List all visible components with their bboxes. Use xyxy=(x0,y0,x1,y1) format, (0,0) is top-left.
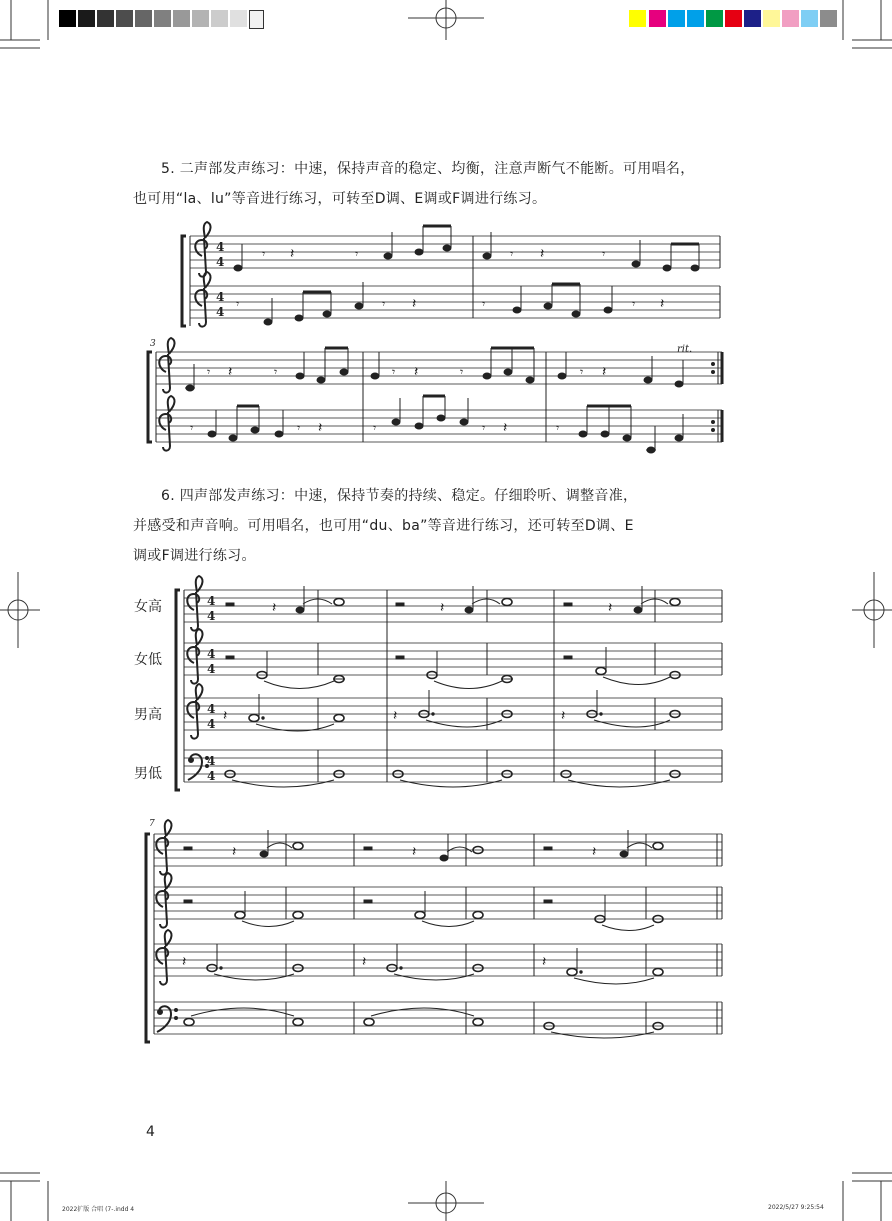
svg-text:𝄽: 𝄽 xyxy=(542,954,547,970)
svg-text:𝄽: 𝄽 xyxy=(318,420,323,436)
svg-text:4: 4 xyxy=(207,769,216,783)
svg-text:𝄾: 𝄾 xyxy=(392,365,396,379)
system-bracket xyxy=(146,834,150,1042)
tempo-mark: rit. xyxy=(677,344,693,355)
svg-text:4: 4 xyxy=(207,594,216,608)
bass-notes xyxy=(184,1008,663,1038)
part-label-soprano: 女高 xyxy=(134,599,162,615)
svg-text:𝄾: 𝄾 xyxy=(482,421,486,435)
svg-text:𝄾: 𝄾 xyxy=(262,247,266,261)
svg-text:4: 4 xyxy=(207,647,216,661)
svg-text:𝄾: 𝄾 xyxy=(274,365,278,379)
svg-text:𝄽: 𝄽 xyxy=(660,296,665,312)
soprano-notes xyxy=(184,830,663,861)
svg-text:4: 4 xyxy=(207,754,216,768)
svg-text:𝄾: 𝄾 xyxy=(190,421,194,435)
time-signature-top: 4 xyxy=(216,290,225,304)
svg-text:𝄾: 𝄾 xyxy=(297,421,301,435)
staff-lines xyxy=(184,590,722,782)
time-signature-bottom: 4 xyxy=(216,255,225,269)
exercise5-line1: 5. 二声部发声练习：中速，保持声音的稳定、均衡，注意声断气不能断。可用唱名， xyxy=(161,161,695,177)
final-double-barline xyxy=(717,834,722,1034)
part-label-alto: 女低 xyxy=(134,652,162,668)
svg-text:𝄽: 𝄽 xyxy=(412,844,417,860)
treble-clef-icon xyxy=(156,930,171,985)
exercise6-line2: 并感受和声音响。可用唱名，也可用“du、ba”等音进行练习，还可转至D调、E xyxy=(133,518,634,534)
time-signature-bottom: 4 xyxy=(216,305,225,319)
svg-text:𝄾: 𝄾 xyxy=(207,365,211,379)
svg-text:𝄾: 𝄾 xyxy=(510,247,514,261)
page-number: 4 xyxy=(146,1124,155,1140)
svg-text:𝄾: 𝄾 xyxy=(482,297,486,311)
svg-text:𝄽: 𝄽 xyxy=(362,954,367,970)
exercise6-line3: 调或F调进行练习。 xyxy=(133,548,256,564)
barlines xyxy=(318,590,722,782)
svg-text:𝄽: 𝄽 xyxy=(592,844,597,860)
svg-text:𝄾: 𝄾 xyxy=(602,247,606,261)
system-bracket xyxy=(176,590,180,790)
svg-text:𝄾: 𝄾 xyxy=(632,297,636,311)
staff-lines xyxy=(154,834,722,1034)
svg-text:𝄾: 𝄾 xyxy=(236,297,240,311)
svg-text:𝄽: 𝄽 xyxy=(540,246,545,262)
svg-text:4: 4 xyxy=(207,609,216,623)
svg-text:𝄽: 𝄽 xyxy=(561,708,566,724)
part-label-tenor: 男高 xyxy=(134,707,162,723)
treble-clef-icon xyxy=(187,684,202,739)
measure-number: 7 xyxy=(149,819,155,829)
alto-notes xyxy=(226,647,680,689)
svg-text:𝄽: 𝄽 xyxy=(503,420,508,436)
svg-text:𝄽: 𝄽 xyxy=(608,600,613,616)
svg-text:𝄽: 𝄽 xyxy=(440,600,445,616)
svg-text:𝄾: 𝄾 xyxy=(580,365,584,379)
svg-text:𝄾: 𝄾 xyxy=(556,421,560,435)
treble-clef-icon xyxy=(156,820,171,875)
measure-number: 3 xyxy=(150,339,156,349)
svg-text:4: 4 xyxy=(207,662,216,676)
svg-text:𝄽: 𝄽 xyxy=(232,844,237,860)
bass-notes xyxy=(225,771,680,788)
svg-text:𝄾: 𝄾 xyxy=(460,365,464,379)
svg-text:𝄽: 𝄽 xyxy=(290,246,295,262)
svg-text:𝄽: 𝄽 xyxy=(412,296,417,312)
svg-text:𝄽: 𝄽 xyxy=(223,708,228,724)
svg-text:𝄽: 𝄽 xyxy=(272,600,277,616)
barlines xyxy=(286,834,646,1034)
time-signatures xyxy=(207,594,215,783)
svg-text:𝄽: 𝄽 xyxy=(414,364,419,380)
svg-text:𝄽: 𝄽 xyxy=(602,364,607,380)
soprano-notes xyxy=(226,586,680,616)
tenor-notes xyxy=(223,690,680,731)
treble-clef-icon xyxy=(187,629,202,684)
slug-file-name: 2022扩版 合唱 (7-.indd 4 xyxy=(62,1206,135,1213)
treble-clef-icon xyxy=(187,576,202,631)
svg-text:𝄽: 𝄽 xyxy=(182,954,187,970)
svg-text:𝄾: 𝄾 xyxy=(355,247,359,261)
svg-text:𝄽: 𝄽 xyxy=(393,708,398,724)
svg-text:𝄾: 𝄾 xyxy=(373,421,377,435)
svg-text:4: 4 xyxy=(207,717,216,731)
svg-text:𝄾: 𝄾 xyxy=(382,297,386,311)
treble-clef-icon xyxy=(156,873,171,928)
part-label-bass: 男低 xyxy=(134,766,162,782)
slug-timestamp: 2022/5/27 9:25:54 xyxy=(768,1204,824,1211)
time-signature-top: 4 xyxy=(216,240,225,254)
exercise5-line2: 也可用“la、lu”等音进行练习，可转至D调、E调或F调进行练习。 xyxy=(133,191,547,207)
svg-text:4: 4 xyxy=(207,702,216,716)
svg-text:𝄽: 𝄽 xyxy=(228,364,233,380)
tenor-notes xyxy=(182,944,663,984)
exercise6-line1: 6. 四声部发声练习：中速，保持节奏的持续、稳定。仔细聆听、调整音准， xyxy=(161,488,638,504)
